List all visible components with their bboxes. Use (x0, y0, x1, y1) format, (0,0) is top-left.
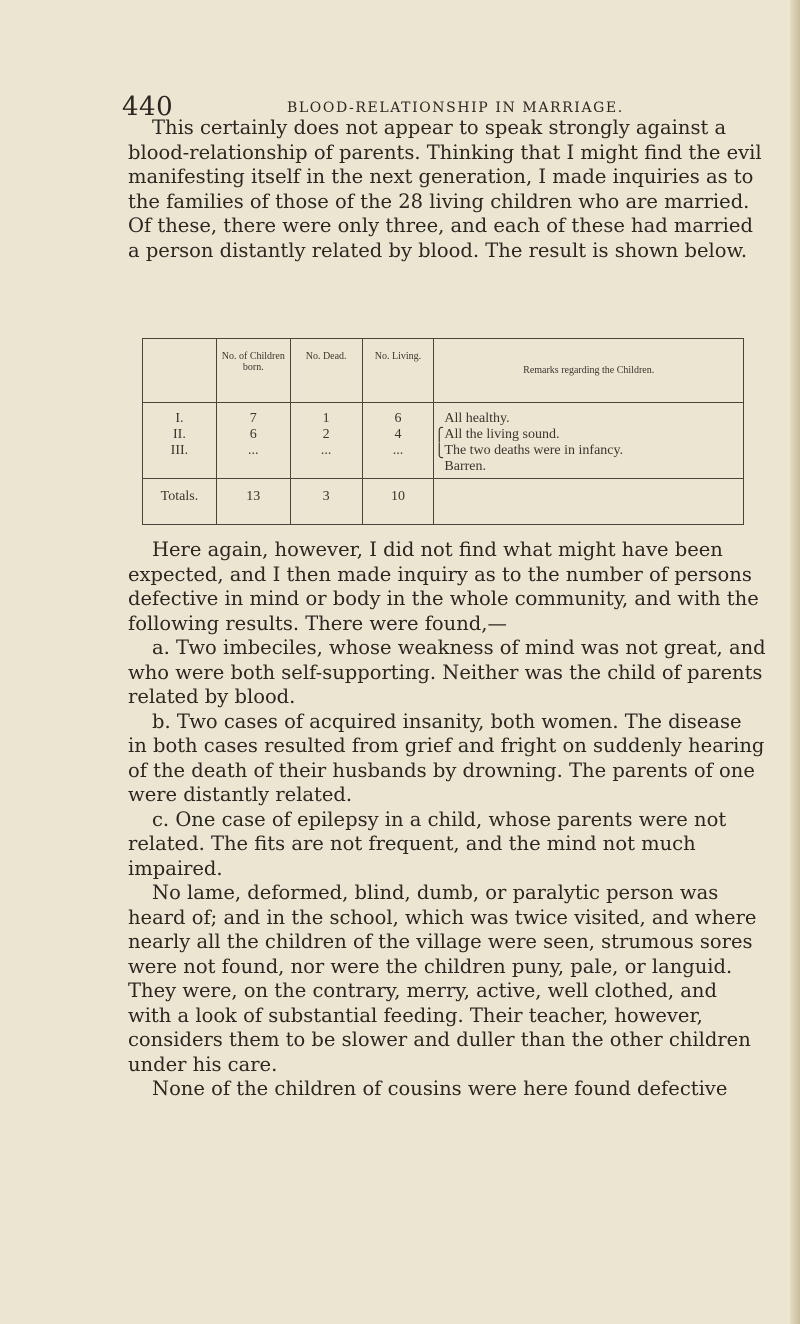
row-2-born: 6 (249, 427, 257, 442)
row-2-remarks-b-line (434, 443, 743, 459)
totals-row (143, 479, 744, 525)
header-remarks: Remarks regarding the Children. (434, 339, 744, 403)
row-3-remarks: Barren. (444, 459, 486, 474)
row-3-living: ... (392, 443, 404, 458)
brace-top-icon: ⎧ (434, 427, 445, 442)
label-cell (143, 403, 217, 479)
row-2-remarks-a: All the living sound. (444, 427, 560, 442)
totals-label: Totals. (143, 479, 217, 525)
row-2-living: 4 (394, 427, 402, 442)
paragraph-epilepsy: c. One case of epilepsy in a child, whose parents were not related. The fits are not frequent, and the mind not much impaired. (128, 807, 727, 880)
row-1-remarks: All healthy. (444, 411, 510, 426)
born-cell (216, 403, 290, 479)
row-2-remarks-a-line (434, 427, 743, 443)
children-table (142, 338, 744, 525)
row-3-born: ... (248, 443, 259, 458)
row-2-label: II. (173, 427, 186, 442)
paragraph-insanity: b. Two cases of acquired insanity, both women. The disease in both cases resulted from grief and fright on suddenly hearing of the death of their husbands by drowning. The parents of one were distantly related. (128, 709, 765, 806)
totals-living: 10 (362, 479, 434, 525)
intro-paragraph: This certainly does not appear to speak strongly against a blood-relationship of parents. Thinking that I might find the evil manifesting itself in the next generation, I made inquiries as to the families of those of the 28 living children who are married. Of these, there were only three, and each of these had married a person distantly related by blood. The result is shown below. (128, 116, 762, 262)
remarks-cell (434, 403, 744, 479)
brace-bottom-icon: ⎩ (434, 443, 445, 458)
row-2-dead: 2 (322, 427, 330, 442)
header-label (143, 339, 217, 403)
row-3-dead: ... (320, 443, 332, 458)
running-head: BLOOD-RELATIONSHIP IN MARRIAGE. (287, 100, 624, 116)
header-dead: No. Dead. (290, 339, 362, 403)
header-living: No. Living. (362, 339, 434, 403)
row-1-label: I. (175, 411, 184, 426)
totals-born: 13 (216, 479, 290, 525)
row-1-dead: 1 (322, 411, 330, 426)
totals-dead: 3 (290, 479, 362, 525)
row-1-living: 6 (394, 411, 402, 426)
paragraph-cousins: None of the children of cousins were here found defective (152, 1077, 728, 1100)
dead-cell (290, 403, 362, 479)
header-born: No. of Children born. (216, 339, 290, 403)
table-header-row (143, 339, 744, 403)
paragraph-school: No lame, deformed, blind, dumb, or paralytic person was heard of; and in the school, which was twice visited, and where nearly all the children of the village were seen, strumous sores were not found, nor were the children puny, pale, or languid. They were, on the contrary, merry, active, well clothed, and with a look of substantial feeding. Their teacher, however, considers them to be slower and duller than the other children under his care. (128, 881, 757, 1076)
row-3-label: III. (170, 443, 189, 458)
table-row-group (143, 403, 744, 479)
body-text (128, 538, 766, 1102)
totals-remarks (434, 479, 744, 525)
paragraph-expected: Here again, however, I did not find what might have been expected, and I then made inquiry as to the number of persons defective in mind or body in the whole community, and with the following results. There were found,— (128, 538, 759, 635)
row-1-born: 7 (249, 411, 257, 426)
row-2-remarks-b: The two deaths were in infancy. (444, 443, 624, 458)
page-edge (790, 0, 800, 1324)
page-number: 440 (122, 92, 174, 122)
paragraph-imbeciles: a. Two imbeciles, whose weakness of mind was not great, and who were both self-supporting. Neither was the child of parents related by blood. (128, 636, 766, 708)
living-cell (362, 403, 434, 479)
